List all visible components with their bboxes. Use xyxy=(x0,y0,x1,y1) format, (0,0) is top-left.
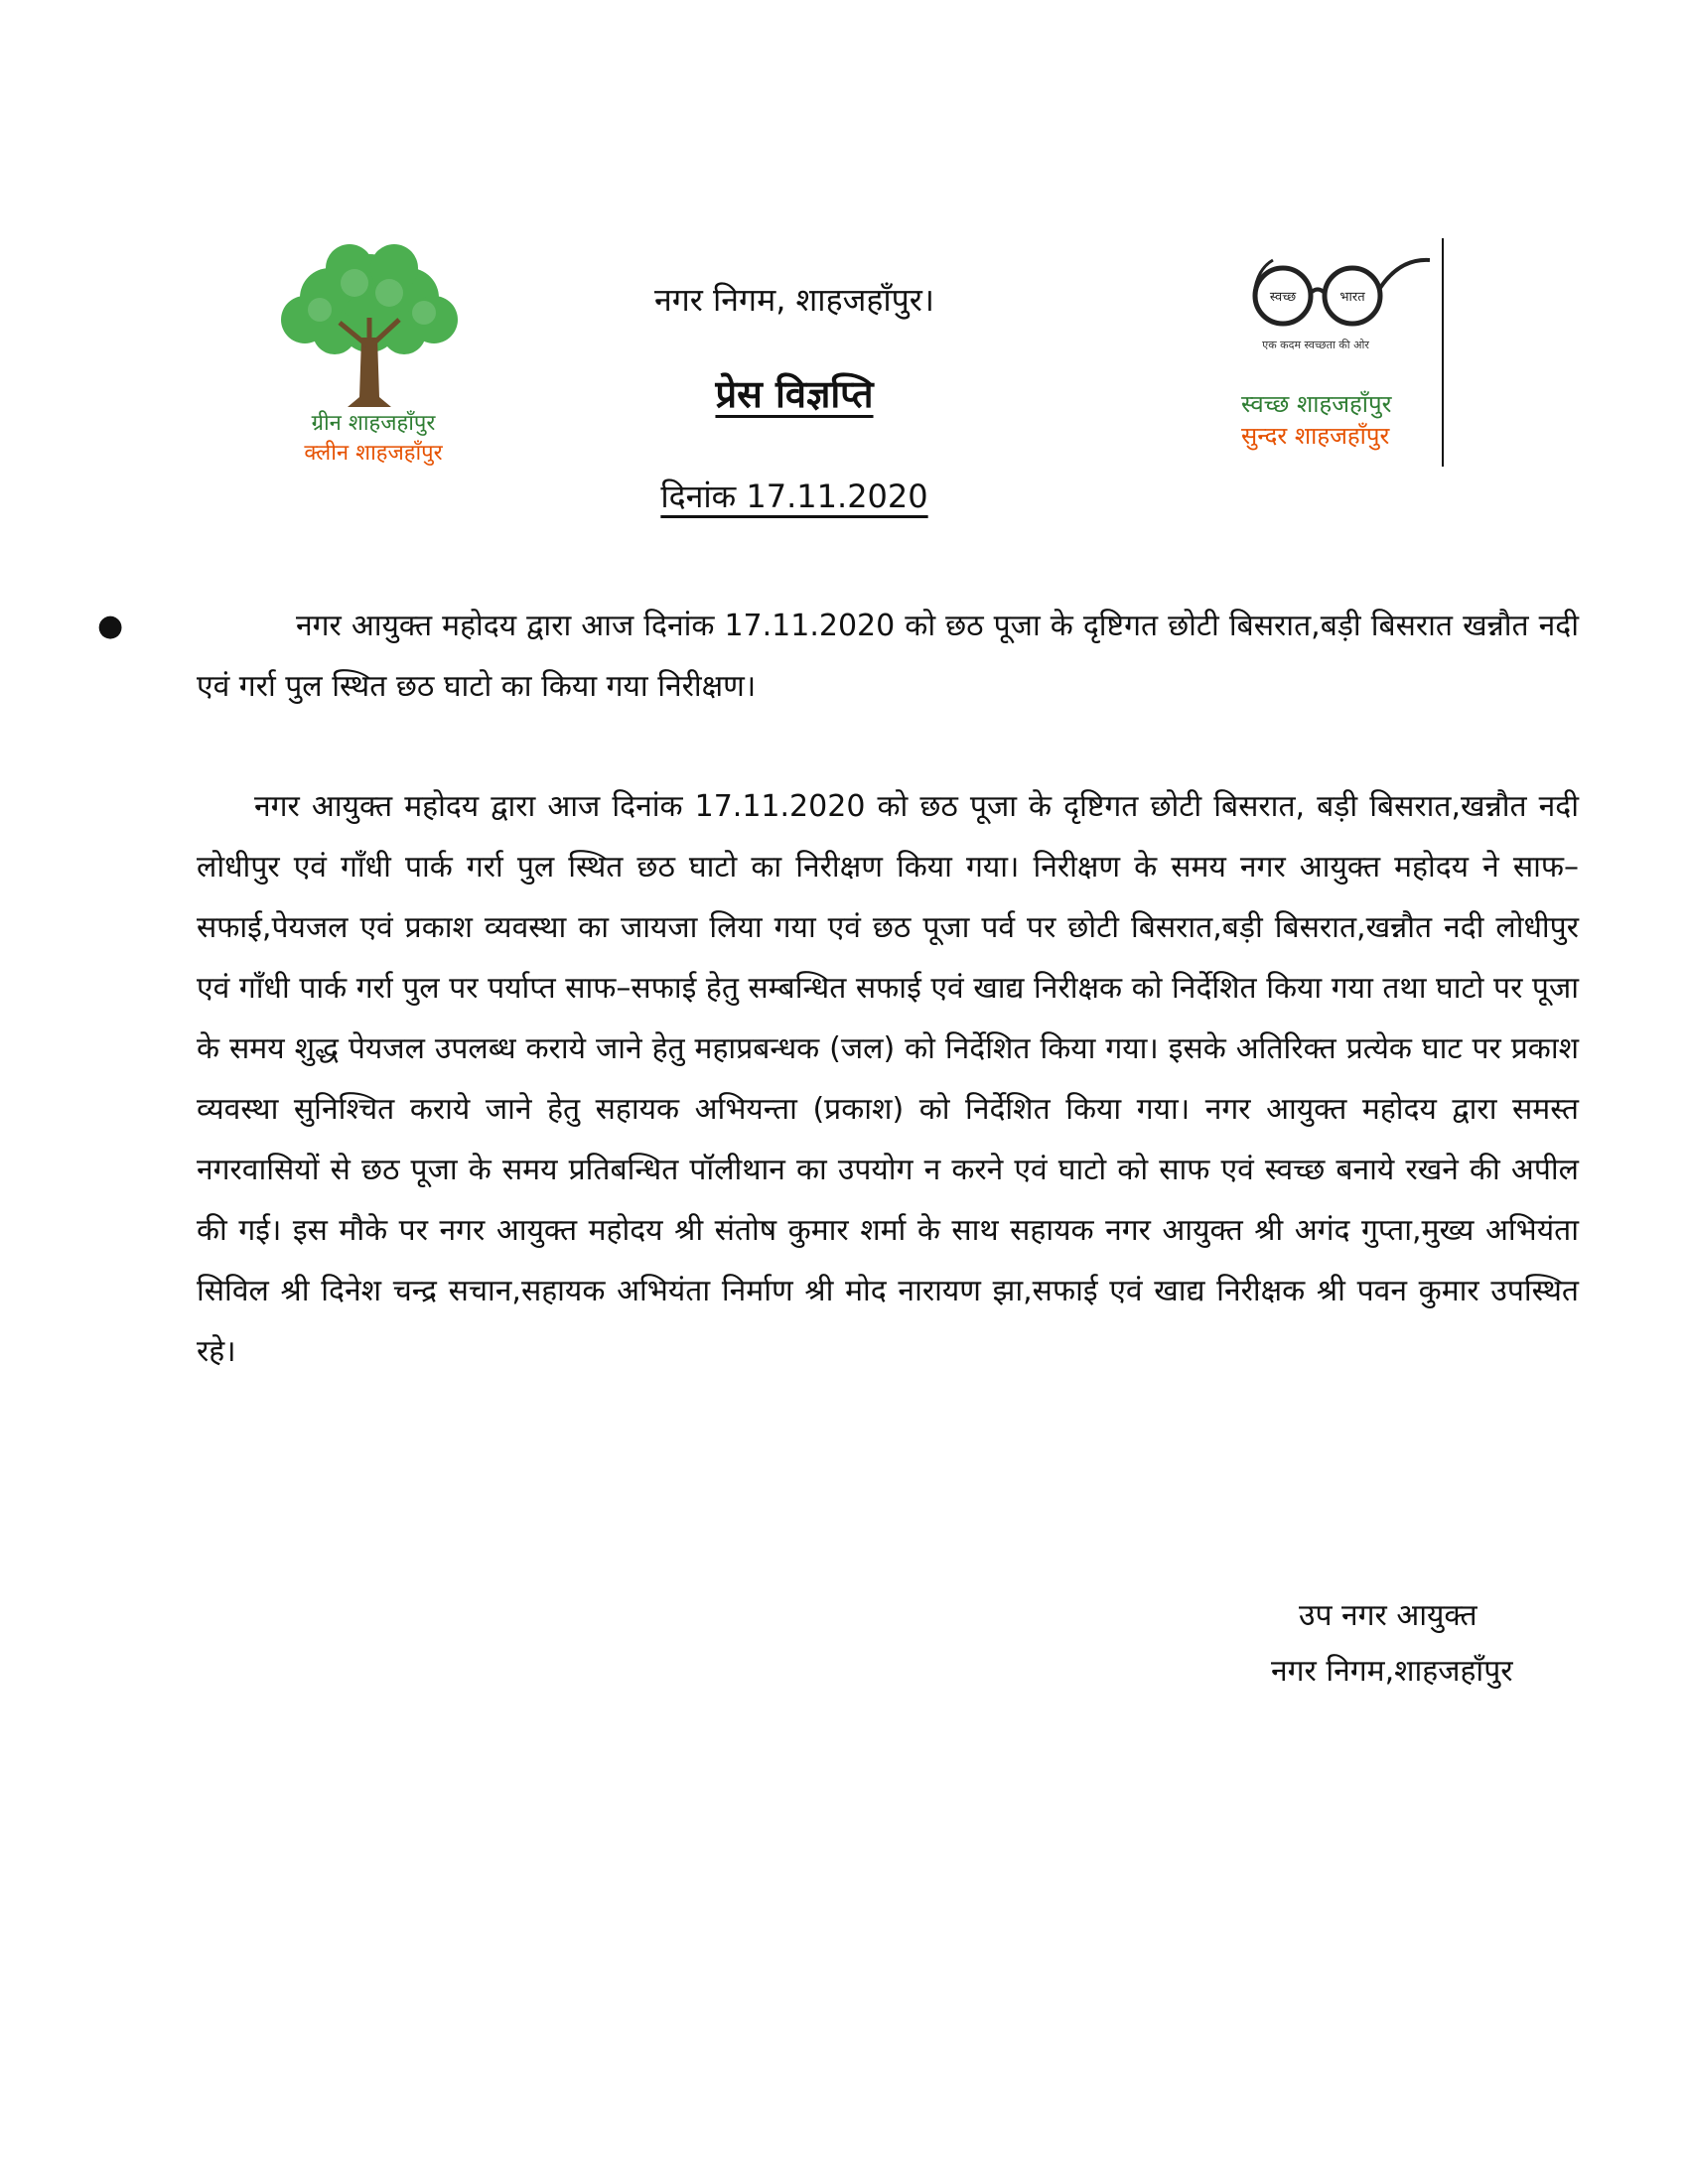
swachh-lens-text: स्वच्छ xyxy=(1269,290,1297,305)
summary-bullet-text: नगर आयुक्त महोदय द्वारा आज दिनांक 17.11.2020 को छठ पूजा के दृष्टिगत छोटी बिसरात,बड़ी बिसरात खन्नौत नदी एवं गर्रा पुल स्थित छठ घाटो का किया गया निरीक्षण। xyxy=(197,609,1579,704)
organization-name: नगर निगम, शाहजहाँपुर। xyxy=(653,281,935,319)
tree-icon xyxy=(260,238,479,412)
signatory-office: नगर निगम,शाहजहाँपुर xyxy=(1271,1654,1513,1689)
summary-bullet-paragraph xyxy=(97,596,1579,717)
release-date-text: दिनांक 17.11.2020 xyxy=(660,478,928,515)
swachh-logo-line1: स्वच्छ शाहजहाँपुर xyxy=(1241,390,1392,418)
press-release-title xyxy=(556,367,1033,419)
main-body-paragraph: नगर आयुक्त महोदय द्वारा आज दिनांक 17.11.2020 को छठ पूजा के दृष्टिगत छोटी बिसरात, बड़ी बिसरात,खन्नौत नदी लोधीपुर एवं गाँधी पार्क गर्रा पुल स्थित छठ घाटो का निरीक्षण किया गया। निरीक्षण के समय नगर आयुक्त महोदय ने साफ–सफाई,पेयजल एवं प्रकाश व्यवस्था का जायजा लिया गया एवं छठ पूजा पर्व पर छोटी बिसरात,बड़ी बिसरात,खन्नौत नदी लोधीपुर एवं गाँधी पार्क गर्रा पुल पर पर्याप्त साफ–सफाई हेतु सम्बन्धित सफाई एवं खाद्य निरीक्षक को निर्देशित किया गया तथा घाटो पर पूजा के समय शुद्ध पेयजल उपलब्ध कराये जाने हेतु महाप्रबन्धक (जल) को निर्देशित किया गया। इसके अतिरिक्त प्रत्येक घाट पर प्रकाश व्यवस्था सुनिश्चित कराये जाने हेतु सहायक अभियन्ता (प्रकाश) को निर्देशित किया गया। नगर आयुक्त महोदय द्वारा समस्त नगरवासियों से छठ पूजा के समय प्रतिबन्धित पॉलीथान का उपयोग न करने एवं घाटो को साफ एवं स्वच्छ बनाये रखने की अपील की गई। इस मौके पर नगर आयुक्त महोदय श्री संतोष कुमार शर्मा के साथ सहायक नगर आयुक्त श्री अगंद गुप्ता,मुख्य अभियंता सिविल श्री दिनेश चन्द्र सचान,सहायक अभियंता निर्माण श्री मोद नारायण झा,सफाई एवं खाद्य निरीक्षक श्री पवन कुमार उपस्थित रहे। xyxy=(197,789,1579,1369)
swachh-bharat-logo xyxy=(1231,238,1470,477)
green-shahjahanpur-logo xyxy=(260,238,479,477)
swachh-tagline: एक कदम स्वच्छता की ओर xyxy=(1262,339,1369,351)
swachh-bharat-glasses-icon xyxy=(1231,238,1430,338)
signature-block xyxy=(1271,1588,1513,1700)
green-logo-line2: क्लीन शाहजहाँपुर xyxy=(304,441,443,466)
green-logo-line1: ग्रीन शाहजहाँपुर xyxy=(311,411,436,436)
bullet-icon: ● xyxy=(97,609,124,643)
signatory-designation: उप नगर आयुक्त xyxy=(1299,1598,1477,1633)
swachh-logo-line2: सुन्दर शाहजहाँपुर xyxy=(1241,422,1390,450)
press-release-title-text: प्रेस विज्ञप्ति xyxy=(715,372,874,416)
bharat-lens-text: भारत xyxy=(1339,290,1365,305)
vertical-divider xyxy=(1442,238,1444,467)
release-date xyxy=(556,475,1033,517)
